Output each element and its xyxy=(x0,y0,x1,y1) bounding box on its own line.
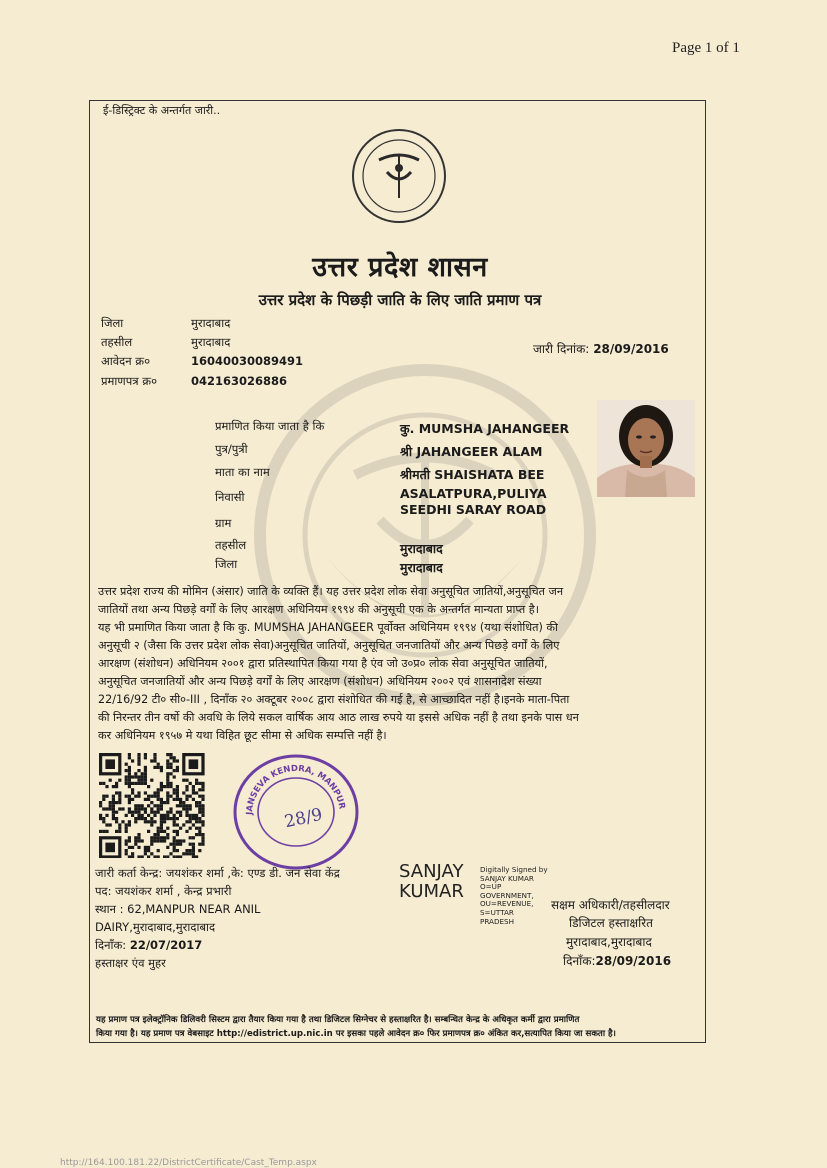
authority-date xyxy=(563,952,671,969)
document-subtitle: उत्तर प्रदेश के पिछड़ी जाति के लिए जाति प्रमाण पत्र xyxy=(258,291,542,309)
child-of-label: पुत्र/पुत्री xyxy=(215,442,248,456)
person-tehsil-value: मुरादाबाद xyxy=(400,541,443,556)
authority-date-label: दिनाँक: xyxy=(563,954,596,968)
body-line-9: कर अधिनियम १९५७ मे यथा विहित छूट सीमा से अधिक सम्पत्ति नहीं है। xyxy=(98,729,387,742)
resident-label: निवासी xyxy=(215,490,245,504)
issue-date-label: जारी दिनांक: xyxy=(533,342,590,356)
sig-detail: SANJAY KUMAR xyxy=(480,873,534,883)
top-note: ई-डिस्ट्रिक्ट के अन्तर्गत जारी.. xyxy=(103,104,221,117)
body-line-5: आरक्षण (संशोधन) अधिनियम २००१ द्वारा प्रतिस्थापित किया गया है एंव जो उ०प्र० लोक सेवा अनुसूचित जातियों, xyxy=(98,657,548,670)
signature-name-line1: SANJAY xyxy=(399,861,464,882)
page-number: Page 1 of 1 xyxy=(672,40,740,56)
body-line-7: 22/16/92 टी० सी०-III , दिनाँक २० अक्टूबर २००८ द्वारा संशोधित की गई है, से आच्छादित नहीं है।इनके माता-पिता xyxy=(98,693,570,706)
issue-date xyxy=(533,340,669,357)
signature-name-line2: KUMAR xyxy=(399,881,464,902)
bottom-url: http://164.100.181.22/DistrictCertificate/Cast_Temp.aspx xyxy=(60,1158,317,1168)
address-line1: ASALATPURA,PULIYA xyxy=(400,486,547,501)
body-line-8: की निरन्तर तीन वर्षो की अवधि के लिये सकल वार्षिक आय आठ लाख रुपये या इससे अधिक नहीं है तथा इनके पास धन xyxy=(98,711,579,724)
authority-title: सक्षम अधिकारी/तहसीलदार xyxy=(551,898,670,912)
issuer-date xyxy=(95,938,202,953)
tehsil-label: तहसील xyxy=(101,335,133,349)
applicant-photo xyxy=(597,400,695,497)
tehsil-value: मुरादाबाद xyxy=(191,335,231,349)
body-line-3: यह भी प्रमाणित किया जाता है कि कु. MUMSHA JAHANGEER पूर्वोक्त अधिनियम १९९४ (यथा संशोधित) की xyxy=(98,621,558,634)
village-label: ग्राम xyxy=(215,516,232,530)
body-line-4: अनुसूची २ (जैसा कि उत्तर प्रदेश लोक सेवा)अनुसूचित जातियों, अनुसूचित जनजातियों और अन्य पिछड़े वर्गों के लिए xyxy=(98,639,560,652)
issuer-post: पद: जयशंकर शर्मा , केन्द्र प्रभारी xyxy=(95,884,232,898)
authority-date-value: 28/09/2016 xyxy=(595,954,672,968)
person-district-value: मुरादाबाद xyxy=(400,560,443,575)
certificate-no-value: 042163026886 xyxy=(191,374,288,388)
svg-text:JANSEVA KENDRA, MANPUR MORADAB xyxy=(232,753,347,816)
body-line-6: अनुसूचित जनजातियों और अन्य पिछड़े वर्गों के लिए आरक्षण (संशोधन) अधिनियम २००२ एवं शासनादेश संख्या xyxy=(98,675,542,688)
issuer-place-2: DAIRY,मुरादाबाद,मुरादाबाद xyxy=(95,920,216,934)
district-label: जिला xyxy=(101,316,124,330)
digital-signature-name xyxy=(399,862,464,902)
father-name: श्री JAHANGEER ALAM xyxy=(400,444,543,459)
address-line2: SEEDHI SARAY ROAD xyxy=(400,502,547,517)
application-no-value: 16040030089491 xyxy=(191,354,304,368)
footer-line-2: किया गया है। यह प्रमाण पत्र वेबसाइट http://edistrict.up.nic.in पर इसका पहले आवेदन क्र० फिर प्रमाणपत्र क्र० अंकित कर,सत्यापित किया जा सकता है। xyxy=(96,1029,616,1039)
up-state-emblem xyxy=(349,128,449,225)
applicant-name: कु. MUMSHA JAHANGEER xyxy=(400,421,570,436)
authority-digitally-signed: डिजिटल हस्ताक्षरित xyxy=(569,916,653,930)
issuer-place: स्थान : 62,MANPUR NEAR ANIL xyxy=(95,902,261,916)
certificate-no-label: प्रमाणपत्र क्र० xyxy=(101,374,158,388)
stamp-handwriting: 28/9 xyxy=(282,804,325,833)
official-stamp xyxy=(232,753,360,871)
application-no-label: आवेदन क्र० xyxy=(101,354,151,368)
mother-name: श्रीमती SHAISHATA BEE xyxy=(400,467,545,482)
stamp-text: JANSEVA KENDRA, MANPUR xyxy=(244,763,347,816)
qr-code xyxy=(98,752,205,858)
issuer-sign-label: हस्ताक्षर एंव मुहर xyxy=(95,956,166,970)
issuer-center: जारी कर्ता केन्द्र: जयशंकर शर्मा ,के: एण्ड डी. जन सेवा केंद्र xyxy=(95,866,340,880)
person-district-label: जिला xyxy=(215,557,238,571)
certified-label: प्रमाणित किया जाता है कि xyxy=(215,419,325,433)
footer-line-1: यह प्रमाण पत्र इलेक्ट्रॉनिक डिलिवरी सिस्टम द्वारा तैयार किया गया है तथा डिजिटल सिग्नेचर से हस्ताक्षरित है। सम्बन्धित केन्द्र के अधिकृत कर्मी द्वारा प्रमाणित xyxy=(96,1015,580,1025)
sig-detail: Digitally Signed by xyxy=(480,865,548,874)
sig-detail: PRADESH xyxy=(480,916,514,926)
body-line-1: उत्तर प्रदेश राज्य की मोमिन (अंसार) जाति के व्यक्ति हैं। यह उत्तर प्रदेश लोक सेवा अनुसूचित जातियों,अनुसूचित जन xyxy=(98,585,564,598)
authority-place: मुरादाबाद,मुरादाबाद xyxy=(566,935,652,949)
footer-note xyxy=(96,1013,696,1041)
sig-detail: GOVERNMENT, xyxy=(480,890,534,900)
issuer-date-value: 22/07/2017 xyxy=(129,938,203,952)
issue-date-value: 28/09/2016 xyxy=(593,342,669,356)
issuer-date-label: दिनाँक: xyxy=(95,938,127,952)
digital-signature-details xyxy=(480,866,548,926)
document-title: उत्तर प्रदेश शासन xyxy=(312,252,488,283)
district-value: मुरादाबाद xyxy=(191,316,231,330)
mother-label: माता का नाम xyxy=(215,465,270,479)
sig-detail: OU=REVENUE, xyxy=(480,899,534,909)
sig-detail: S=UTTAR xyxy=(480,907,514,917)
body-line-2: जातियों तथा अन्य पिछड़े वर्गों के लिए आरक्षण अधिनियम १९९४ की अनुसूची एक के अन्तर्गत मान्यता प्राप्त है। xyxy=(98,603,539,616)
person-tehsil-label: तहसील xyxy=(215,538,247,552)
sig-detail: O=UP xyxy=(480,882,502,892)
